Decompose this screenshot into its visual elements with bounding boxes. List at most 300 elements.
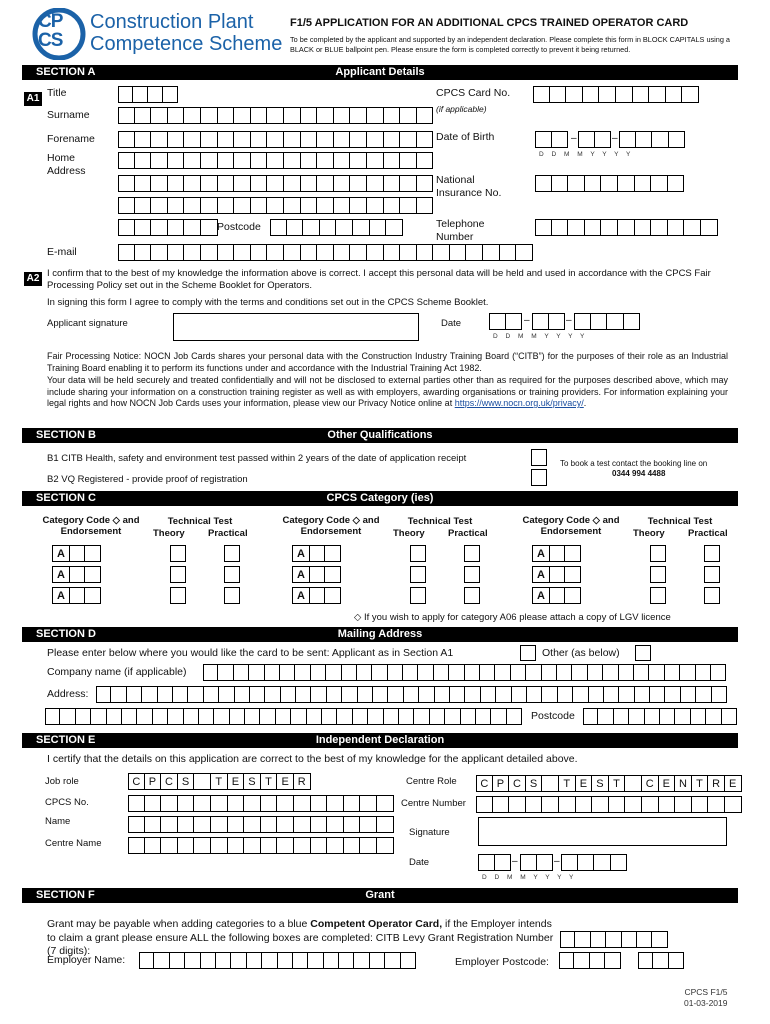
char-box[interactable] [317, 244, 334, 261]
char-box[interactable]: C [642, 775, 659, 792]
char-box[interactable] [127, 686, 142, 703]
char-box[interactable]: E [725, 775, 742, 792]
char-box[interactable] [294, 837, 311, 854]
practical-checkbox[interactable] [224, 545, 240, 562]
char-box[interactable] [404, 686, 419, 703]
char-box[interactable] [296, 686, 311, 703]
char-box[interactable] [669, 131, 686, 148]
independent-signature-box[interactable] [478, 817, 727, 846]
char-box[interactable] [618, 175, 635, 192]
char-box[interactable] [557, 664, 572, 681]
char-box[interactable] [245, 708, 260, 725]
char-box[interactable] [465, 686, 480, 703]
char-box[interactable] [350, 197, 367, 214]
char-box[interactable] [118, 152, 135, 169]
cpcs-no-boxes[interactable] [128, 795, 394, 812]
char-box[interactable] [261, 816, 278, 833]
char-box[interactable] [532, 313, 549, 330]
practical-checkbox[interactable] [224, 566, 240, 583]
char-box[interactable] [295, 664, 310, 681]
dob-dd[interactable] [535, 131, 568, 148]
char-box[interactable] [512, 686, 527, 703]
char-box[interactable] [168, 131, 185, 148]
char-box[interactable] [353, 708, 368, 725]
char-box[interactable] [533, 86, 550, 103]
char-box[interactable] [619, 131, 636, 148]
char-box[interactable] [301, 244, 318, 261]
char-box[interactable] [284, 131, 301, 148]
char-box[interactable] [265, 664, 280, 681]
char-box[interactable] [317, 175, 334, 192]
e-date-yyyy[interactable] [561, 854, 627, 871]
char-box[interactable] [309, 545, 325, 562]
char-box[interactable] [559, 952, 574, 969]
char-box[interactable] [327, 795, 344, 812]
char-box[interactable] [69, 545, 85, 562]
char-box[interactable] [85, 566, 101, 583]
char-box[interactable] [637, 931, 652, 948]
char-box[interactable] [353, 219, 370, 236]
char-box[interactable] [388, 664, 403, 681]
char-box[interactable] [267, 244, 284, 261]
char-box[interactable] [384, 175, 401, 192]
char-box[interactable] [367, 244, 384, 261]
char-box[interactable] [681, 686, 696, 703]
char-box[interactable] [511, 664, 526, 681]
char-box[interactable] [576, 796, 593, 813]
char-box[interactable] [218, 152, 235, 169]
char-box[interactable] [611, 854, 628, 871]
char-box[interactable] [337, 708, 352, 725]
theory-checkbox[interactable] [410, 545, 426, 562]
char-box[interactable] [234, 197, 251, 214]
char-box[interactable] [476, 796, 493, 813]
char-box[interactable] [526, 796, 543, 813]
char-box[interactable] [334, 131, 351, 148]
char-box[interactable] [184, 244, 201, 261]
char-box[interactable] [495, 664, 510, 681]
char-box[interactable] [168, 107, 185, 124]
char-box[interactable] [537, 854, 554, 871]
char-box[interactable] [360, 816, 377, 833]
char-box[interactable] [128, 837, 145, 854]
char-box[interactable] [145, 795, 162, 812]
char-box[interactable] [201, 197, 218, 214]
char-box[interactable] [244, 816, 261, 833]
theory-checkbox[interactable] [170, 545, 186, 562]
char-box[interactable] [284, 107, 301, 124]
char-box[interactable] [342, 664, 357, 681]
char-box[interactable] [377, 795, 394, 812]
char-box[interactable] [535, 131, 552, 148]
char-box[interactable] [634, 664, 649, 681]
char-box[interactable] [603, 664, 618, 681]
char-box[interactable] [185, 952, 200, 969]
char-box[interactable] [493, 796, 510, 813]
char-box[interactable] [507, 708, 522, 725]
char-box[interactable] [184, 219, 201, 236]
theory-checkbox[interactable] [650, 545, 666, 562]
other-address-checkbox[interactable] [635, 645, 651, 661]
char-box[interactable] [476, 708, 491, 725]
char-box[interactable] [549, 313, 566, 330]
char-box[interactable] [601, 175, 618, 192]
char-box[interactable] [178, 816, 195, 833]
char-box[interactable]: P [145, 773, 162, 790]
char-box[interactable] [635, 219, 652, 236]
char-box[interactable] [247, 952, 262, 969]
char-box[interactable]: S [526, 775, 543, 792]
char-box[interactable] [178, 837, 195, 854]
char-box[interactable] [350, 131, 367, 148]
char-box[interactable] [184, 175, 201, 192]
ni-boxes[interactable] [535, 175, 684, 192]
char-box[interactable] [649, 86, 666, 103]
char-box[interactable] [400, 131, 417, 148]
char-box[interactable] [585, 219, 602, 236]
char-box[interactable] [344, 795, 361, 812]
char-box[interactable]: E [659, 775, 676, 792]
char-box[interactable] [324, 952, 339, 969]
char-box[interactable]: R [294, 773, 311, 790]
char-box[interactable] [85, 545, 101, 562]
char-box[interactable] [261, 795, 278, 812]
char-box[interactable] [565, 587, 581, 604]
practical-checkbox[interactable] [464, 545, 480, 562]
theory-checkbox[interactable] [170, 566, 186, 583]
char-box[interactable] [276, 708, 291, 725]
char-box[interactable] [527, 686, 542, 703]
char-box[interactable] [184, 197, 201, 214]
char-box[interactable] [325, 587, 341, 604]
char-box[interactable] [483, 244, 500, 261]
char-box[interactable] [311, 686, 326, 703]
char-box[interactable] [604, 686, 619, 703]
char-box[interactable] [653, 952, 668, 969]
char-box[interactable] [218, 244, 235, 261]
char-box[interactable] [154, 952, 169, 969]
char-box[interactable] [583, 708, 598, 725]
char-box[interactable] [350, 244, 367, 261]
char-box[interactable] [400, 152, 417, 169]
char-box[interactable]: C [476, 775, 493, 792]
char-box[interactable] [367, 152, 384, 169]
theory-checkbox[interactable] [410, 587, 426, 604]
e-date-mm[interactable] [520, 854, 553, 871]
char-box[interactable] [403, 664, 418, 681]
char-box[interactable] [711, 664, 726, 681]
char-box[interactable] [251, 244, 268, 261]
char-box[interactable] [433, 244, 450, 261]
char-box[interactable] [216, 952, 231, 969]
char-box[interactable] [430, 708, 445, 725]
char-box[interactable] [591, 931, 606, 948]
char-box[interactable] [368, 708, 383, 725]
char-box[interactable] [542, 686, 557, 703]
char-box[interactable] [692, 796, 709, 813]
char-box[interactable] [675, 796, 692, 813]
char-box[interactable] [234, 131, 251, 148]
char-box[interactable] [211, 816, 228, 833]
char-box[interactable] [417, 175, 434, 192]
char-box[interactable] [384, 107, 401, 124]
telephone-boxes[interactable] [535, 219, 718, 236]
char-box[interactable] [684, 219, 701, 236]
char-box[interactable] [218, 131, 235, 148]
char-box[interactable] [574, 313, 591, 330]
char-box[interactable] [135, 107, 152, 124]
char-box[interactable] [327, 686, 342, 703]
char-box[interactable] [262, 952, 277, 969]
char-box[interactable] [578, 131, 595, 148]
char-box[interactable] [434, 664, 449, 681]
a2-date-mm[interactable] [532, 313, 565, 330]
char-box[interactable] [568, 175, 585, 192]
char-box[interactable] [435, 686, 450, 703]
char-box[interactable] [660, 708, 675, 725]
char-box[interactable] [135, 197, 152, 214]
char-box[interactable] [558, 686, 573, 703]
char-box[interactable] [184, 708, 199, 725]
char-box[interactable] [651, 175, 668, 192]
mail-postcode-boxes[interactable] [583, 708, 737, 725]
char-box[interactable] [135, 219, 152, 236]
char-box[interactable] [317, 131, 334, 148]
char-box[interactable] [629, 708, 644, 725]
char-box[interactable] [277, 795, 294, 812]
char-box[interactable] [642, 796, 659, 813]
char-box[interactable] [650, 686, 665, 703]
address-boxes-1[interactable] [118, 152, 433, 169]
char-box[interactable] [128, 795, 145, 812]
char-box[interactable] [278, 952, 293, 969]
char-box[interactable] [495, 854, 512, 871]
char-box[interactable] [311, 795, 328, 812]
char-box[interactable] [168, 219, 185, 236]
char-box[interactable] [301, 175, 318, 192]
char-box[interactable] [201, 219, 218, 236]
char-box[interactable] [201, 244, 218, 261]
char-box[interactable] [496, 686, 511, 703]
char-box[interactable] [652, 931, 667, 948]
char-box[interactable] [168, 197, 185, 214]
char-box[interactable] [334, 244, 351, 261]
dob-yyyy[interactable] [619, 131, 685, 148]
char-box[interactable] [194, 816, 211, 833]
char-box[interactable] [520, 854, 537, 871]
char-box[interactable] [601, 219, 618, 236]
cpcs-card-boxes[interactable] [533, 86, 699, 103]
char-box[interactable] [384, 152, 401, 169]
char-box[interactable] [265, 686, 280, 703]
char-box[interactable] [184, 107, 201, 124]
char-box[interactable] [384, 244, 401, 261]
char-box[interactable] [151, 152, 168, 169]
category-code-boxes[interactable] [69, 545, 101, 562]
practical-checkbox[interactable] [464, 566, 480, 583]
char-box[interactable] [284, 152, 301, 169]
char-box[interactable] [250, 686, 265, 703]
char-box[interactable] [560, 931, 575, 948]
char-box[interactable] [267, 152, 284, 169]
char-box[interactable] [277, 837, 294, 854]
char-box[interactable] [659, 796, 676, 813]
char-box[interactable] [680, 664, 695, 681]
char-box[interactable] [201, 175, 218, 192]
char-box[interactable] [168, 175, 185, 192]
category-code-boxes[interactable] [549, 545, 581, 562]
char-box[interactable] [161, 795, 178, 812]
char-box[interactable] [506, 313, 523, 330]
char-box[interactable] [311, 816, 328, 833]
char-box[interactable] [128, 816, 145, 833]
char-box[interactable] [211, 837, 228, 854]
char-box[interactable] [400, 107, 417, 124]
char-box[interactable] [325, 545, 341, 562]
char-box[interactable] [552, 175, 569, 192]
centre-number-boxes[interactable] [476, 796, 742, 813]
char-box[interactable]: E [576, 775, 593, 792]
char-box[interactable] [267, 197, 284, 214]
char-box[interactable] [645, 708, 660, 725]
char-box[interactable] [516, 244, 533, 261]
char-box[interactable]: C [128, 773, 145, 790]
char-box[interactable] [251, 197, 268, 214]
char-box[interactable] [214, 708, 229, 725]
char-box[interactable] [358, 686, 373, 703]
char-box[interactable] [535, 219, 552, 236]
char-box[interactable] [230, 708, 245, 725]
char-box[interactable] [201, 152, 218, 169]
char-box[interactable] [234, 152, 251, 169]
char-box[interactable] [609, 796, 626, 813]
char-box[interactable] [509, 796, 526, 813]
char-box[interactable] [691, 708, 706, 725]
char-box[interactable] [549, 545, 565, 562]
char-box[interactable] [244, 795, 261, 812]
char-box[interactable] [624, 313, 641, 330]
char-box[interactable] [219, 686, 234, 703]
category-code-boxes[interactable] [69, 587, 101, 604]
char-box[interactable] [194, 795, 211, 812]
char-box[interactable] [184, 152, 201, 169]
char-box[interactable] [142, 686, 157, 703]
char-box[interactable] [135, 175, 152, 192]
char-box[interactable] [400, 175, 417, 192]
char-box[interactable] [118, 197, 135, 214]
char-box[interactable] [281, 686, 296, 703]
char-box[interactable] [151, 219, 168, 236]
applicant-address-checkbox[interactable] [520, 645, 536, 661]
char-box[interactable] [399, 708, 414, 725]
char-box[interactable] [320, 219, 337, 236]
char-box[interactable] [386, 219, 403, 236]
char-box[interactable] [701, 219, 718, 236]
char-box[interactable] [168, 244, 185, 261]
char-box[interactable] [334, 152, 351, 169]
char-box[interactable] [303, 219, 320, 236]
title-boxes[interactable] [118, 86, 178, 103]
char-box[interactable] [135, 152, 152, 169]
char-box[interactable] [308, 952, 323, 969]
char-box[interactable] [294, 795, 311, 812]
char-box[interactable] [589, 686, 604, 703]
category-code-boxes[interactable] [309, 545, 341, 562]
char-box[interactable] [334, 197, 351, 214]
char-box[interactable] [199, 708, 214, 725]
char-box[interactable] [251, 152, 268, 169]
char-box[interactable] [666, 86, 683, 103]
char-box[interactable] [568, 219, 585, 236]
char-box[interactable] [334, 107, 351, 124]
char-box[interactable] [322, 708, 337, 725]
char-box[interactable] [69, 566, 85, 583]
char-box[interactable] [218, 107, 235, 124]
char-box[interactable] [578, 854, 595, 871]
char-box[interactable] [614, 708, 629, 725]
char-box[interactable] [384, 131, 401, 148]
char-box[interactable] [417, 107, 434, 124]
char-box[interactable] [287, 219, 304, 236]
char-box[interactable] [619, 664, 634, 681]
char-box[interactable] [594, 854, 611, 871]
employer-postcode-a[interactable] [559, 952, 621, 969]
centre-role-boxes[interactable] [476, 775, 742, 792]
char-box[interactable] [139, 952, 154, 969]
char-box[interactable] [652, 131, 669, 148]
char-box[interactable] [367, 131, 384, 148]
char-box[interactable] [552, 219, 569, 236]
char-box[interactable] [76, 708, 91, 725]
char-box[interactable] [350, 175, 367, 192]
char-box[interactable] [450, 244, 467, 261]
char-box[interactable] [625, 775, 642, 792]
char-box[interactable] [377, 837, 394, 854]
char-box[interactable] [417, 197, 434, 214]
char-box[interactable] [370, 952, 385, 969]
char-box[interactable]: T [559, 775, 576, 792]
practical-checkbox[interactable] [704, 566, 720, 583]
char-box[interactable] [636, 131, 653, 148]
char-box[interactable] [170, 952, 185, 969]
char-box[interactable] [465, 664, 480, 681]
postcode-boxes[interactable] [270, 219, 403, 236]
char-box[interactable] [270, 219, 287, 236]
char-box[interactable] [574, 952, 589, 969]
char-box[interactable] [401, 952, 416, 969]
char-box[interactable] [96, 686, 111, 703]
employer-name-boxes[interactable] [139, 952, 416, 969]
char-box[interactable] [218, 664, 233, 681]
char-box[interactable] [151, 244, 168, 261]
char-box[interactable] [417, 152, 434, 169]
char-box[interactable] [145, 816, 162, 833]
char-box[interactable] [552, 131, 569, 148]
centre-name-boxes[interactable] [128, 837, 394, 854]
char-box[interactable] [549, 587, 565, 604]
char-box[interactable] [635, 175, 652, 192]
char-box[interactable] [261, 837, 278, 854]
char-box[interactable] [367, 197, 384, 214]
char-box[interactable] [559, 796, 576, 813]
char-box[interactable] [161, 837, 178, 854]
char-box[interactable] [228, 816, 245, 833]
char-box[interactable] [122, 708, 137, 725]
char-box[interactable] [184, 131, 201, 148]
char-box[interactable] [344, 816, 361, 833]
category-code-boxes[interactable] [309, 566, 341, 583]
char-box[interactable] [370, 219, 387, 236]
